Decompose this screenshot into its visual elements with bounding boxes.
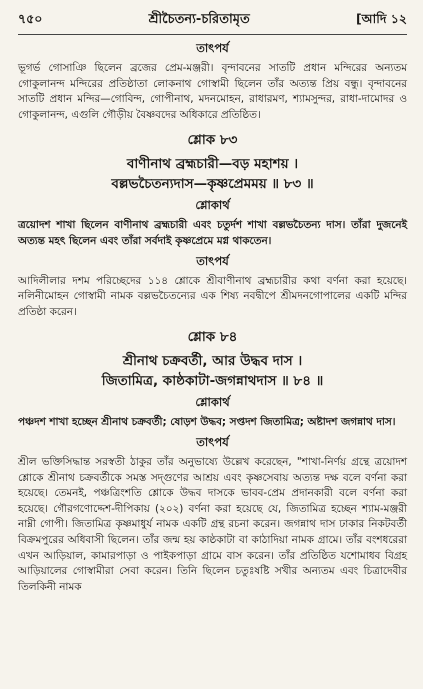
purport-heading: তাৎপর্য [196,253,229,268]
purport-paragraph: শ্রীল ভক্তিসিদ্ধান্ত সরস্বতী ঠাকুর তাঁর অনুভাষ্যে উল্লেখ করেছেন, "শাখা-নির্ণয় গ্রন্থে ত্রয়োদশ শ্লোকে শ্রীনাথ চক্রবর্তীকে সমস্ত সদ্গুণের আশ্রয় এবং কৃষ্ণসেবায় অত্যন্ত দক্ষ বলে বর্ণনা করা হয়েছে। তেমনই, পঞ্চত্রিংশতি শ্লোকে উদ্ধব দাসকে ভাবব-প্রেম প্রদানকারী বলে বর্ণনা করা হয়েছে। গৌরগণোদ্দেশ-দীপিকায় (২০২) বর্ণনা করা হয়েছে যে, জিতামিত্র হচ্ছেন শ্যাম-মঞ্জরী নাম্নী গোপী। জিতামিত্র কৃষ্ণমাধুর্য নামক একটি গ্রন্থ রচনা করেন। জগন্নাথ দাস ঢাকার নিকটবর্তী বিক্রমপুরের অধিবাসী ছিলেন। তাঁর জন্ম হয় কাষ্ঠকাটা বা কাঠাদিয়া নামক গ্রামে। তাঁর বংশধরেরা এখন আড়িয়াল, কামারপাড়া ও পাইকপাড়া গ্রামে বাস করেন। তাঁর প্রতিষ্ঠিত যশোমাধব বিগ্রহ আড়িয়ালের গোস্বামীরা সেবা করেন। তিনি ছিলেন চতুঃষষ্টি সখীর অন্যতম এবং চিত্রাদেবীর তিলকিনী নামক [18,455,407,593]
translation-paragraph: ত্রয়োদশ শাখা ছিলেন বাণীনাথ ব্রহ্মচারী এবং চতুর্দশ শাখা বল্লভচৈতন্য দাস। তাঁরা দুজনেই অত্যন্ত মহৎ ছিলেন এবং তাঁরা সর্বদাই কৃষ্ণপ্রেমে মগ্ন থাকতেন। [18,219,407,247]
purport-paragraph: আদিলীলার দশম পরিচ্ছেদের ১১৪ শ্লোকে শ্রীবাণীনাথ ব্রহ্মচারীর কথা বর্ণনা করা হয়েছে। নলিনীমোহন গোস্বামী নামক বল্লভচৈতন্যের এক শিষ্য নবদ্বীপে শ্রীমদনগোপালের একটি মন্দির প্রতিষ্ঠা করেন। [18,274,407,318]
translation-paragraph: পঞ্চদশ শাখা হচ্ছেন শ্রীনাথ চক্রবর্তী; ষোড়শ উদ্ধব; সপ্তদশ জিতামিত্র; অষ্টাদশ জগন্নাথ দাস। [18,416,396,429]
running-header [18,10,407,35]
purport-heading: তাৎপর্য [196,434,229,449]
verse-line: জিতামিত্র, কাষ্ঠকাটা-জগন্নাথদাস ॥ ৮৪ ॥ [101,373,324,390]
section-marker: [আদি ১২ [355,11,407,26]
page-number: ৭৫০ [18,11,43,26]
verse-line: বল্লভচৈতন্যদাস—কৃষ্ণপ্রেমময় ॥ ৮৩ ॥ [111,176,314,193]
purport-paragraph: ভূগর্ভ গোসাঞি ছিলেন ব্রজের প্রেম-মঞ্জরী। বৃন্দাবনের সাতটি প্রধান মন্দিরের অন্যতম গোকুলানন্দ মন্দিরের প্রতিষ্ঠাতা লোকনাথ গোস্বামী ছিলেন তাঁর অত্যন্ত প্রিয় বন্ধু। বৃন্দাবনের সাতটি প্রধান মন্দির—গোবিন্দ, গোপীনাথ, মদনমোহন, রাধারমণ, শ্যামসুন্দর, রাধা-দামোদর ও গোকুলানন্দ, এগুলি গৌড়ীয় বৈষ্ণবদের অধিকারে প্রতিষ্ঠিত। [18,62,407,121]
verse-line: বাণীনাথ ব্রহ্মচারী—বড় মহাশয় । [126,156,299,173]
sloka-number: শ্লোক ৮৪ [187,329,238,346]
sloka-number: শ্লোক ৮৩ [187,132,238,149]
purport-heading: তাৎপর্য [196,41,229,55]
verse-line: শ্রীনাথ চক্রবর্তী, আর উদ্ধব দাস । [122,353,303,370]
translation-heading: শ্লোকার্থ [195,198,230,213]
translation-heading: শ্লোকার্থ [195,395,230,410]
running-title: শ্রীচৈতন্য-চরিতামৃত [148,12,250,27]
